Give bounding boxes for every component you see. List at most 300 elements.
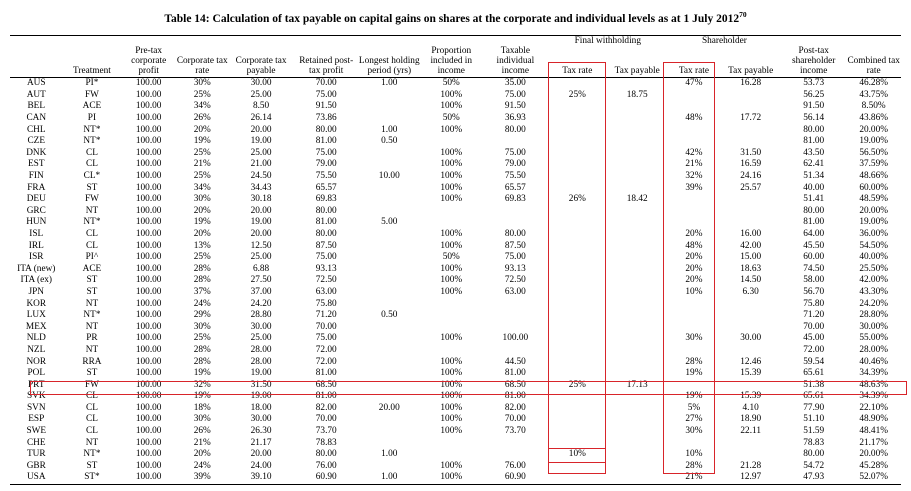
table-cell: 30% [193,78,211,89]
table-cell: 45.28% [859,460,888,471]
table-cell [607,205,668,217]
table-cell [359,287,420,299]
table-cell: 100.00 [135,252,162,263]
table-cell: 44.50 [504,356,526,367]
table-row [10,101,901,113]
table-cell: 10.00 [378,171,400,181]
table-cell: 100% [440,159,463,170]
table-cell: 30.00 [250,414,272,425]
table-cell [668,194,721,206]
table-cell [359,426,420,438]
col-header-country [10,46,63,78]
table-cell [548,310,607,322]
table-cell: 28% [193,275,211,286]
table-cell [548,147,607,159]
table-cell: 26.30 [250,426,272,437]
table-cell: 69.83 [504,194,526,205]
table-cell [607,345,668,357]
table-cell [720,89,781,101]
table-cell [720,345,781,357]
table-cell: 73.86 [315,113,337,124]
table-cell: 48% [685,240,703,251]
table-cell: CL* [83,171,101,181]
table-cell [548,298,607,310]
table-cell: 21% [193,159,211,170]
caption-text: Calculation of tax payable on capital gains on shares at the corporate and individual levels as at 1 July 2012 [209,12,740,25]
table-cell [607,136,668,148]
table-cell: 10% [685,286,703,297]
table-row [10,113,901,125]
table-cell [483,321,548,333]
table-cell [548,159,607,171]
table-cell: 65.57 [504,182,526,193]
table-cell: 22.11 [740,426,761,437]
table-cell: 52.07% [846,472,901,484]
table-cell: 37.00 [250,286,272,297]
table-cell: 0.50 [381,310,398,321]
table-cell [548,136,607,148]
table-cell: 100% [440,402,463,413]
table-cell: 34.43 [250,182,272,193]
table-cell [420,449,483,461]
table-cell: 31.50 [740,147,762,158]
table-cell: 6.30 [742,286,759,297]
table-cell [720,217,781,229]
table-cell: 34.39% [859,368,888,379]
table-cell [720,321,781,333]
table-cell: 82.00 [315,402,337,413]
table-cell: 100.00 [135,460,162,471]
table-cell: 72.00 [315,344,337,355]
table-row [10,287,901,299]
table-cell: 28.00 [250,356,272,367]
table-cell: 100% [440,379,463,390]
table-cell: 26% [568,194,586,205]
table-cell: 72.00 [803,344,825,355]
table-cell: 100% [440,368,463,379]
table-cell: 100% [440,414,463,425]
table-row [10,77,901,89]
table-cell: 20% [685,263,703,274]
table-cell: 19.00 [250,136,272,147]
table-cell [720,124,781,136]
table-row [10,217,901,229]
table-cell: 56.50% [859,147,888,158]
cell-country: MEX [25,321,47,332]
table-cell [607,77,668,89]
table-cell: 100.00 [135,414,162,425]
table-cell [720,205,781,217]
table-cell: 73.70 [504,426,526,437]
table-cell: 12.50 [250,240,272,251]
table-cell: 18.75 [626,89,648,100]
table-cell: 34% [193,101,211,112]
table-cell: 59.54 [803,356,825,367]
table-cell: 72.50 [504,275,526,286]
table-cell: 78.83 [803,437,825,448]
table-cell: 29% [193,310,211,321]
table-cell: 21.00 [250,159,272,170]
tax-table [10,35,901,485]
table-cell: 28.00% [859,344,888,355]
table-cell: 28% [193,263,211,274]
table-cell: 100% [440,89,463,100]
table-row [10,333,901,345]
table-cell [668,205,721,217]
table-cell: 30% [193,414,211,425]
table-cell: 43.50 [803,147,825,158]
table-cell: 48.41% [859,426,888,437]
table-cell [548,391,607,403]
table-cell: 100.00 [135,437,162,448]
table-cell [668,89,721,101]
table-cell: 70.00 [803,321,825,332]
table-cell: 60.00 [803,252,825,263]
table-cell [420,217,483,229]
cell-country: SWE [26,426,47,437]
table-cell [607,402,668,414]
table-cell: 100.00 [135,171,162,181]
table-cell: 40.00% [859,252,888,263]
table-cell: 42.00 [740,240,762,251]
table-cell: 1.00 [359,472,420,484]
table-cell: 93.13 [315,263,337,274]
table-row [10,159,901,171]
cell-country: SVK [26,391,46,402]
cell-country: DNK [26,147,47,158]
col-header-fw-tax-rate: Tax rate [548,46,607,78]
table-row [10,310,901,322]
table-cell: NT* [83,136,101,147]
table-cell: CL [86,402,98,413]
table-cell: 26.14 [250,113,272,124]
table-cell: 100% [440,286,463,297]
table-cell: 100.00 [135,379,162,390]
table-cell: 25% [568,89,586,100]
table-cell: 19% [685,368,703,379]
table-cell: 81.00 [803,217,825,228]
table-cell: 53.73 [803,78,825,89]
table-cell: 14.50 [740,275,762,286]
table-cell: 64.00 [803,228,825,239]
table-cell: ST [86,275,98,286]
table-cell: 20.00% [859,205,888,216]
col-header-taxable-individual-income: Taxable individual income [483,46,548,78]
cell-country: ISL [29,228,44,239]
table-row [10,89,901,101]
table-row [10,263,901,275]
table-cell: 72.00 [315,356,337,367]
table-cell: 27% [685,414,703,425]
table-cell: 19.00 [250,217,272,228]
table-cell: 62.41 [803,159,825,170]
table-cell: 75.80 [803,298,825,309]
table-row [10,437,901,449]
table-cell: 25% [193,89,211,100]
table-cell [548,414,607,426]
cell-country: USA [10,472,63,484]
caption-prefix: Table 14: [164,12,210,25]
table-cell [548,240,607,252]
table-cell [548,217,607,229]
table-cell: 25.00 [250,252,272,263]
table-cell: 81.00 [803,136,825,147]
table-cell: 100.00 [135,228,162,239]
table-cell: 28.00 [250,344,272,355]
table-cell: 100% [440,391,463,402]
table-row [10,379,901,391]
table-cell: 26% [193,113,211,124]
table-row [10,345,901,357]
table-cell [548,263,607,275]
cell-country: LUX [26,310,46,321]
col-header-combined-tax-rate: Combined tax rate [846,46,901,78]
table-cell [359,240,420,252]
table-cell: 77.90 [803,402,825,413]
table-cell [607,171,668,183]
table-cell: 40.00 [803,182,825,193]
table-row [10,182,901,194]
table-cell: 21% [193,437,211,448]
table-cell: 32% [685,171,703,181]
table-cell: 100.00 [135,333,162,344]
table-row [10,205,901,217]
cell-country: ISR [29,252,44,263]
table-cell: 75.00 [504,252,526,263]
table-cell [548,124,607,136]
table-cell: 37% [193,286,211,297]
col-header-posttax-shareholder-income: Post-tax shareholder income [781,46,846,78]
table-cell: 36.00% [859,228,888,239]
table-cell: 54.50% [859,240,888,251]
table-cell: 6.88 [252,263,270,274]
table-row [10,368,901,380]
table-cell: 100% [440,171,463,181]
table-cell: 19.00 [250,391,272,402]
table-cell [359,460,420,472]
col-header-fw-tax-payable: Tax payable [607,46,668,78]
cell-country: TUR [26,449,46,460]
table-cell [668,345,721,357]
table-cell [607,240,668,252]
table-cell: 100% [440,333,463,344]
table-cell [668,310,721,322]
table-cell: CL [86,228,98,239]
cell-country: HUN [26,217,47,228]
table-cell: 63.00 [504,286,526,297]
table-cell: 100.00 [135,147,162,158]
table-cell: 100.00 [135,344,162,355]
table-cell [720,136,781,148]
table-cell [548,182,607,194]
group-header-spacer-right [781,35,901,46]
table-cell [668,217,721,229]
table-cell: 24.50 [250,171,272,181]
table-cell: 100.00 [135,426,162,437]
table-cell: 56.70 [803,286,825,297]
table-cell: NT* [83,449,101,460]
table-cell: 100.00 [135,182,162,193]
table-cell [359,113,420,125]
table-row [10,252,901,264]
table-cell: 39% [176,472,229,484]
table-cell: 71.20 [315,310,337,321]
table-cell [483,437,548,449]
table-cell: 73.70 [315,426,337,437]
table-cell [483,136,548,148]
table-cell [548,356,607,368]
table-cell: 100.00 [135,449,162,460]
table-cell [548,275,607,287]
table-cell: 30.00 [250,78,272,89]
table-cell: NT [85,437,99,448]
table-cell [359,414,420,426]
table-cell [420,345,483,357]
table-cell: 20.00 [378,402,400,413]
table-cell: 100% [440,240,463,251]
table-row [10,460,901,472]
table-cell: 18.90 [740,414,762,425]
table-cell: 70.00 [315,321,337,332]
cell-country: EST [28,159,45,170]
table-cell: 78.83 [315,437,337,448]
table-cell: 13% [193,240,211,251]
table-cell: 16.59 [740,159,762,170]
table-cell [359,159,420,171]
table-cell: 65.61 [803,391,825,402]
table-cell: 75.80 [315,298,337,309]
table-cell: 18.63 [740,263,762,274]
table-cell [359,263,420,275]
table-cell: 100.00 [135,368,162,379]
table-cell [607,159,668,171]
table-cell: 100.00 [135,321,162,332]
table-cell [359,391,420,403]
table-cell [420,298,483,310]
table-cell: 22.10% [859,402,888,413]
table-cell: 0.50 [381,136,398,147]
table-cell: 100.00 [135,113,162,124]
table-cell: 50% [442,252,460,263]
table-cell: 25% [193,147,211,158]
table-cell: 19.00% [859,217,888,228]
column-header-row [10,46,901,78]
table-cell: CL [86,414,98,425]
table-cell [607,472,668,484]
table-cell [607,182,668,194]
table-cell [359,147,420,159]
table-cell [607,252,668,264]
table-cell [607,321,668,333]
table-cell: 28.80% [859,310,888,321]
table-cell: NT* [83,310,101,321]
table-cell: 27.50 [250,275,272,286]
table-cell [483,217,548,229]
table-cell: 100% [440,460,463,471]
table-cell: 17.13 [626,379,648,390]
table-cell [720,379,781,391]
table-cell: 5% [687,402,701,413]
table-cell [548,287,607,299]
table-cell: 81.00 [315,217,337,228]
table-row [10,449,901,461]
table-cell: 79.00 [504,159,526,170]
table-cell: 42% [685,147,703,158]
table-cell: 25% [193,171,211,181]
table-cell: NT [85,205,99,216]
table-cell: 51.38 [803,379,825,390]
table-cell: 100% [440,101,463,112]
table-cell: PI^ [85,252,99,263]
table-cell [607,368,668,380]
table-cell [720,298,781,310]
table-cell: 20% [685,275,703,286]
table-cell: 54.72 [803,460,825,471]
table-cell: 21% [668,472,721,484]
table-cell: CL [86,426,98,437]
table-cell: 21.17 [250,437,272,448]
table-cell [359,379,420,391]
table-cell: FW [84,379,99,390]
table-cell: 1.00 [381,124,398,135]
table-cell: 70.00 [315,78,337,89]
table-cell: 18.00 [250,402,272,413]
table-cell: 80.00 [504,124,526,135]
table-cell: 76.00 [315,460,337,471]
table-cell: 25.57 [740,182,762,193]
table-cell: 24.16 [740,171,762,181]
table-cell [420,205,483,217]
table-cell: 100% [440,182,463,193]
table-cell: 100.00 [121,472,176,484]
table-cell: 30.00 [250,321,272,332]
table-cell: NT [85,321,99,332]
table-cell: 72.50 [315,275,337,286]
table-cell: 30.18 [250,194,272,205]
table-cell: 20% [193,228,211,239]
table-cell: 15.39 [740,368,762,379]
cell-country: CHE [26,437,46,448]
table-cell [420,437,483,449]
table-cell: 25.00 [250,89,272,100]
table-cell: 19% [193,368,211,379]
table-cell [607,275,668,287]
table-cell: 21.17% [859,437,888,448]
table-cell: 100.00 [502,333,529,344]
cell-country: CZE [27,136,46,147]
group-header-final-withholding: Final withholding [548,35,668,46]
table-cell: 48.90% [859,414,888,425]
table-cell: 16.00 [740,228,762,239]
table-cell: 45.50 [803,240,825,251]
table-cell [548,77,607,89]
table-cell: 68.50 [315,379,337,390]
table-cell: ACE [82,101,102,112]
table-row [10,321,901,333]
cell-country: NZL [27,344,46,355]
table-cell: 58.00 [803,275,825,286]
cell-country: ESP [28,414,45,425]
table-cell: 24.20% [859,298,888,309]
table-cell [359,321,420,333]
table-cell: 100.00 [135,136,162,147]
table-cell: 82.00 [504,402,526,413]
table-cell: 56.14 [803,113,825,124]
table-cell: ST [86,368,98,379]
table-cell [483,345,548,357]
table-cell: 65.57 [315,182,337,193]
table-cell: 80.00 [803,449,825,460]
